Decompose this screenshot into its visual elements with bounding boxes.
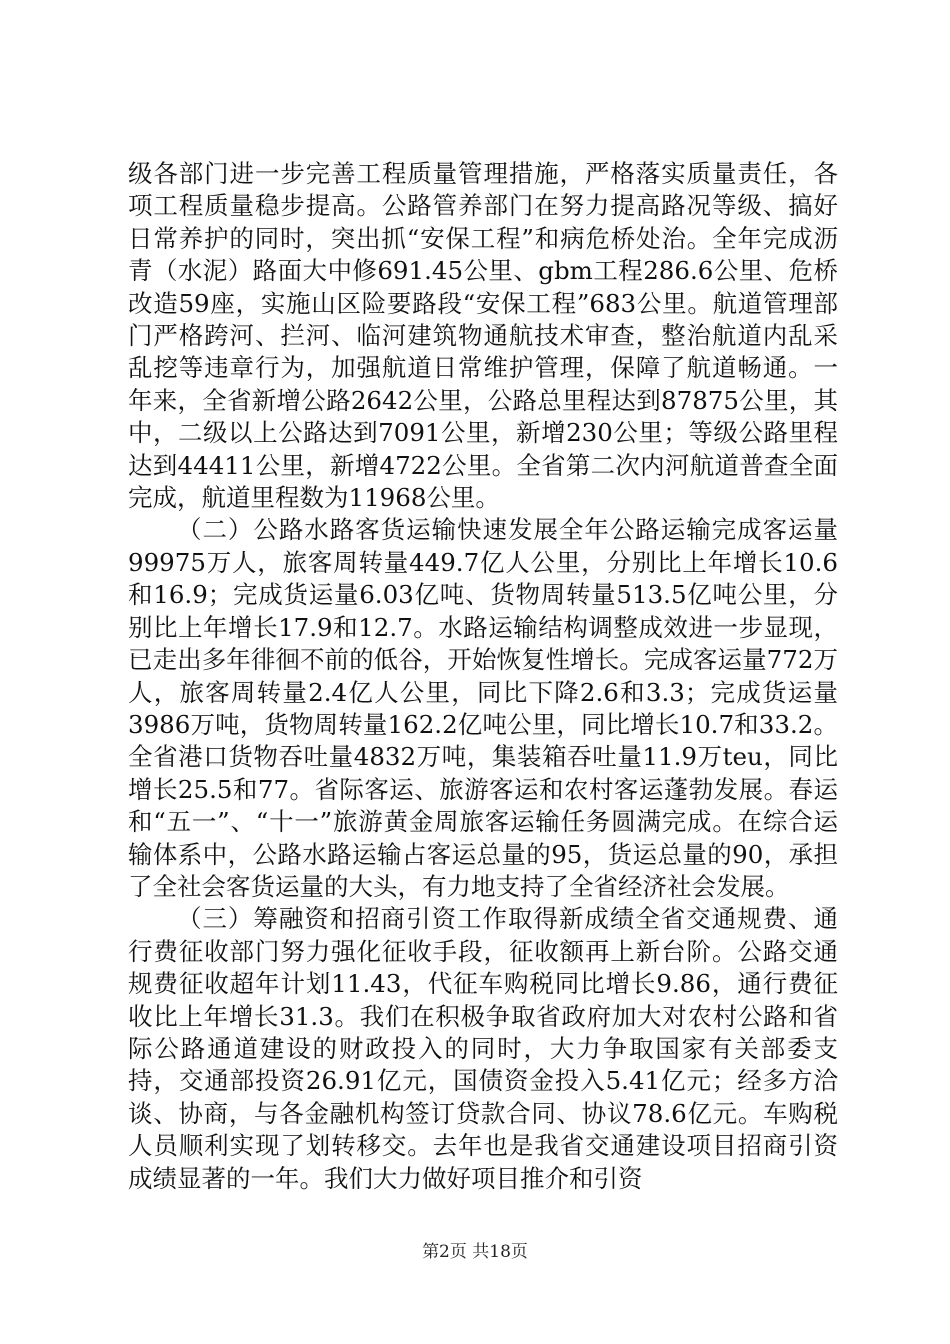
paragraph-passenger-freight-transport: （二）公路水路客货运输快速发展全年公路运输完成客运量99975万人，旅客周转量449.7亿人公里，分别比上年增长10.6和16.9；完成货运量6.03亿吨、货物周转量513.5亿吨公里，分别比上年增长17.9和12.7。水路运输结构调整成效进一步显现，已走出多年徘徊不前的低谷，开始恢复性增长。完成客运量772万人，旅客周转量2.4亿人公里，同比下降2.6和3.3；完成货运量3986万吨，货物周转量162.2亿吨公里，同比增长10.7和33.2。全省港口货物吞吐量4832万吨，集装箱吞吐量11.9万teu，同比增长25.5和77。省际客运、旅游客运和农村客运蓬勃发展。春运和“五一”、“十一”旅游黄金周旅客运输任务圆满完成。在综合运输体系中，公路水路运输占客运总量的95，货运总量的90，承担了全社会客货运量的大头，有力地支持了全省经济社会发展。 xyxy=(128,515,838,901)
paragraph-financing-investment: （三）筹融资和招商引资工作取得新成绩全省交通规费、通行费征收部门努力强化征收手段，征收额再上新台阶。公路交通规费征收超年计划11.43，代征车购税同比增长9.86，通行费征收比上年增长31.3。我们在积极争取省政府加大对农村公路和省际公路通道建设的财政投入的同时，大力争取国家有关部委支持，交通部投资26.91亿元，国债资金投入5.41亿元；经多方洽谈、协商，与各金融机构签订贷款合同、协议78.6亿元。车购税人员顺利实现了划转移交。去年也是我省交通建设项目招商引资成绩显著的一年。我们大力做好项目推介和引资 xyxy=(128,904,838,1193)
paragraph-quality-management: 级各部门进一步完善工程质量管理措施，严格落实质量责任，各项工程质量稳步提高。公路管养部门在努力提高路况等级、搞好日常养护的同时，突出抓“安保工程”和病危桥处治。全年完成沥青（水泥）路面大中修691.45公里、gbm工程286.6公里、危桥改造59座，实施山区险要路段“安保工程”683公里。航道管理部门严格跨河、拦河、临河建筑物通航技术审查，整治航道内乱采乱挖等违章行为，加强航道日常维护管理，保障了航道畅通。一年来，全省新增公路2642公里，公路总里程达到87875公里，其中，二级以上公路达到7091公里，新增230公里；等级公路里程达到44411公里，新增4722公里。全省第二次内河航道普查全面完成，航道里程数为11968公里。 xyxy=(128,159,838,513)
page-number-footer: 第2页 共18页 xyxy=(422,1242,528,1262)
document-body xyxy=(128,158,838,1195)
